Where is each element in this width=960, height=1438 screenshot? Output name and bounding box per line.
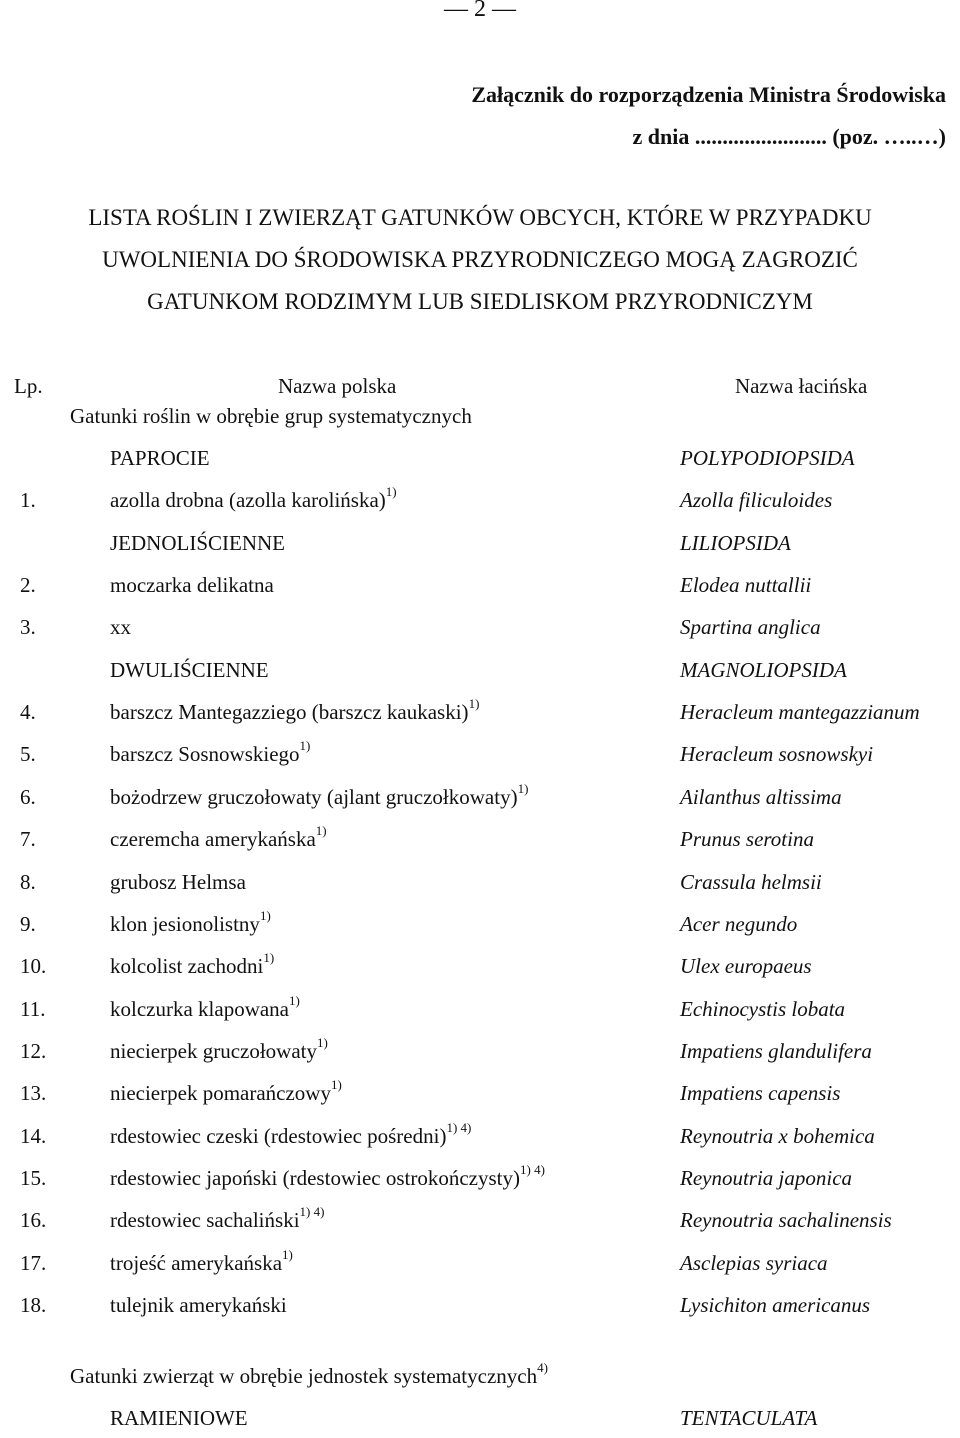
species-polish-name: [110, 696, 480, 725]
group-row-tentaculata: [0, 1406, 960, 1438]
footnote-ref: 1): [330, 1077, 342, 1092]
species-polish-name: [110, 573, 274, 598]
table-row: [0, 1204, 960, 1240]
polish-name-text: PAPROCIE: [110, 446, 210, 470]
table-row: [0, 1162, 960, 1198]
species-latin-name: Impatiens glandulifera: [680, 1039, 872, 1063]
footnote-ref: 1): [385, 484, 397, 499]
row-number: 9.: [20, 912, 36, 936]
document-title-line-3: GATUNKOM RODZIMYM LUB SIEDLISKOM PRZYRODNICZYM: [147, 289, 813, 314]
species-polish-name: [110, 1293, 287, 1318]
page-number-dash-right: —: [492, 0, 516, 22]
animals-section-heading: [70, 1360, 548, 1389]
polish-name-text: rdestowiec japoński (rdestowiec ostrokończysty): [110, 1166, 520, 1190]
polish-name-text: klon jesionolistny: [110, 912, 260, 936]
footnote-ref: 1): [259, 908, 271, 923]
polish-name-text: azolla drobna (azolla karolińska): [110, 488, 386, 512]
footnote-ref: 1): [317, 1035, 328, 1050]
document-title-line-1: LISTA ROŚLIN I ZWIERZĄT GATUNKÓW OBCYCH, KTÓRE W PRZYPADKU: [88, 205, 872, 230]
species-polish-name: [110, 1204, 325, 1233]
species-latin-name: Heracleum sosnowskyi: [680, 742, 874, 766]
footnote-ref: 1): [315, 823, 327, 838]
table-row: [0, 823, 960, 859]
group-latin-name: MAGNOLIOPSIDA: [680, 658, 847, 682]
table-row: [0, 738, 960, 774]
species-polish-name: [110, 1077, 342, 1106]
species-polish-name: [110, 823, 327, 852]
row-number: 5.: [20, 742, 36, 766]
polish-name-text: tulejnik amerykański: [110, 1293, 287, 1317]
footnote-ref: 1): [468, 696, 480, 711]
footnote-ref: 1): [517, 781, 529, 796]
polish-name-text: JEDNOLIŚCIENNE: [110, 531, 285, 555]
species-latin-name: Spartina anglica: [680, 615, 821, 639]
species-polish-name: [110, 1162, 545, 1191]
table-row: [0, 1077, 960, 1113]
species-latin-name: Impatiens capensis: [680, 1081, 841, 1105]
polish-name-text: xx: [110, 615, 131, 639]
group-polish-name: RAMIENIOWE: [110, 1406, 248, 1430]
species-polish-name: [110, 615, 131, 640]
row-number: 4.: [20, 700, 36, 724]
row-number: 11.: [20, 997, 46, 1021]
species-latin-name: Azolla filiculoides: [680, 488, 833, 512]
row-number: 3.: [20, 615, 36, 639]
species-latin-name: Acer negundo: [680, 912, 798, 936]
row-number: 16.: [20, 1208, 47, 1232]
group-polish-name: [110, 446, 210, 471]
footnote-ref: 1): [289, 993, 300, 1008]
page-number-value: 2: [474, 0, 486, 22]
species-latin-name: Heracleum mantegazzianum: [680, 700, 920, 724]
animals-section-label: Gatunki zwierząt w obrębie jednostek systematycznych: [70, 1364, 538, 1388]
species-latin-name: Reynoutria sachalinensis: [680, 1208, 892, 1232]
polish-name-text: barszcz Mantegazziego (barszcz kaukaski): [110, 700, 469, 724]
footnote-ref: 1): [299, 738, 311, 753]
row-number: 14.: [20, 1124, 47, 1148]
table-row: [0, 1247, 960, 1283]
polish-name-text: czeremcha amerykańska: [110, 827, 316, 851]
footnote-ref: 1) 4): [299, 1204, 325, 1219]
polish-name-text: niecierpek gruczołowaty: [110, 1039, 317, 1063]
species-latin-name: Ailanthus altissima: [680, 785, 842, 809]
species-polish-name: [110, 1035, 328, 1064]
table-row: [0, 993, 960, 1029]
group-row: [0, 658, 960, 690]
row-number: 18.: [20, 1293, 47, 1317]
row-number: 6.: [20, 785, 36, 809]
table-row: [0, 950, 960, 986]
row-number: 10.: [20, 954, 47, 978]
table-row: [0, 573, 960, 605]
species-polish-name: [110, 993, 300, 1022]
polish-name-text: moczarka delikatna: [110, 573, 274, 597]
group-latin-name: TENTACULATA: [680, 1406, 818, 1430]
group-row: [0, 446, 960, 478]
table-row: [0, 1035, 960, 1071]
footnote-ref: 1): [282, 1247, 293, 1262]
polish-name-text: rdestowiec czeski (rdestowiec pośredni): [110, 1124, 447, 1148]
footnote-ref: 1) 4): [519, 1162, 545, 1177]
group-latin-name: LILIOPSIDA: [680, 531, 791, 555]
row-number: 1.: [20, 488, 36, 512]
species-polish-name: [110, 738, 311, 767]
species-latin-name: Prunus serotina: [680, 827, 814, 851]
row-number: 15.: [20, 1166, 47, 1190]
annex-title: Załącznik do rozporządzenia Ministra Środowiska: [471, 82, 946, 107]
table-row: [0, 1293, 960, 1325]
plants-section-heading: Gatunki roślin w obrębie grup systematycznych: [70, 404, 472, 428]
footnote-ref: 1) 4): [446, 1120, 472, 1135]
species-polish-name: [110, 1247, 293, 1276]
row-number: 12.: [20, 1039, 47, 1063]
species-latin-name: Crassula helmsii: [680, 870, 822, 894]
polish-name-text: grubosz Helmsa: [110, 870, 246, 894]
header-polish-name: Nazwa polska: [278, 374, 397, 398]
species-polish-name: [110, 1120, 472, 1149]
table-row: [0, 870, 960, 902]
polish-name-text: bożodrzew gruczołowaty (ajlant gruczołkowaty): [110, 785, 518, 809]
group-latin-name: POLYPODIOPSIDA: [680, 446, 855, 470]
species-polish-name: [110, 870, 246, 895]
table-row: [0, 696, 960, 732]
header-latin-name: Nazwa łacińska: [735, 374, 868, 398]
species-latin-name: Asclepias syriaca: [680, 1251, 828, 1275]
row-number: 17.: [20, 1251, 47, 1275]
row-number: 8.: [20, 870, 36, 894]
species-polish-name: [110, 950, 275, 979]
species-latin-name: Lysichiton americanus: [680, 1293, 871, 1317]
polish-name-text: trojeść amerykańska: [110, 1251, 283, 1275]
species-latin-name: Echinocystis lobata: [680, 997, 846, 1021]
polish-name-text: kolczurka klapowana: [110, 997, 290, 1021]
polish-name-text: DWULIŚCIENNE: [110, 658, 269, 682]
polish-name-text: barszcz Sosnowskiego: [110, 742, 300, 766]
species-polish-name: [110, 484, 397, 513]
table-row: [0, 908, 960, 944]
species-latin-name: Reynoutria x bohemica: [680, 1124, 875, 1148]
species-latin-name: Elodea nuttallii: [680, 573, 812, 597]
table-row: [0, 615, 960, 647]
group-polish-name: [110, 531, 285, 556]
page-number-dash-left: —: [444, 0, 468, 22]
row-number: 2.: [20, 573, 36, 597]
page-number: [0, 0, 960, 23]
species-polish-name: [110, 908, 271, 937]
polish-name-text: kolcolist zachodni: [110, 954, 264, 978]
polish-name-text: rdestowiec sachaliński: [110, 1208, 300, 1232]
row-number: 13.: [20, 1081, 47, 1105]
table-row: [0, 484, 960, 520]
row-number: 7.: [20, 827, 36, 851]
annex-date: z dnia ........................ (poz. …..…): [632, 124, 946, 149]
species-polish-name: [110, 781, 529, 810]
species-latin-name: Reynoutria japonica: [680, 1166, 853, 1190]
table-row: [0, 781, 960, 817]
footnote-ref: 4): [537, 1360, 548, 1375]
header-lp: Lp.: [14, 374, 43, 398]
footnote-ref: 1): [263, 950, 275, 965]
document-title-line-2: UWOLNIENIA DO ŚRODOWISKA PRZYRODNICZEGO MOGĄ ZAGROZIĆ: [102, 247, 858, 272]
group-polish-name: [110, 658, 269, 683]
group-row: [0, 531, 960, 563]
species-latin-name: Ulex europaeus: [680, 954, 812, 978]
table-row: [0, 1120, 960, 1156]
polish-name-text: niecierpek pomarańczowy: [110, 1081, 331, 1105]
